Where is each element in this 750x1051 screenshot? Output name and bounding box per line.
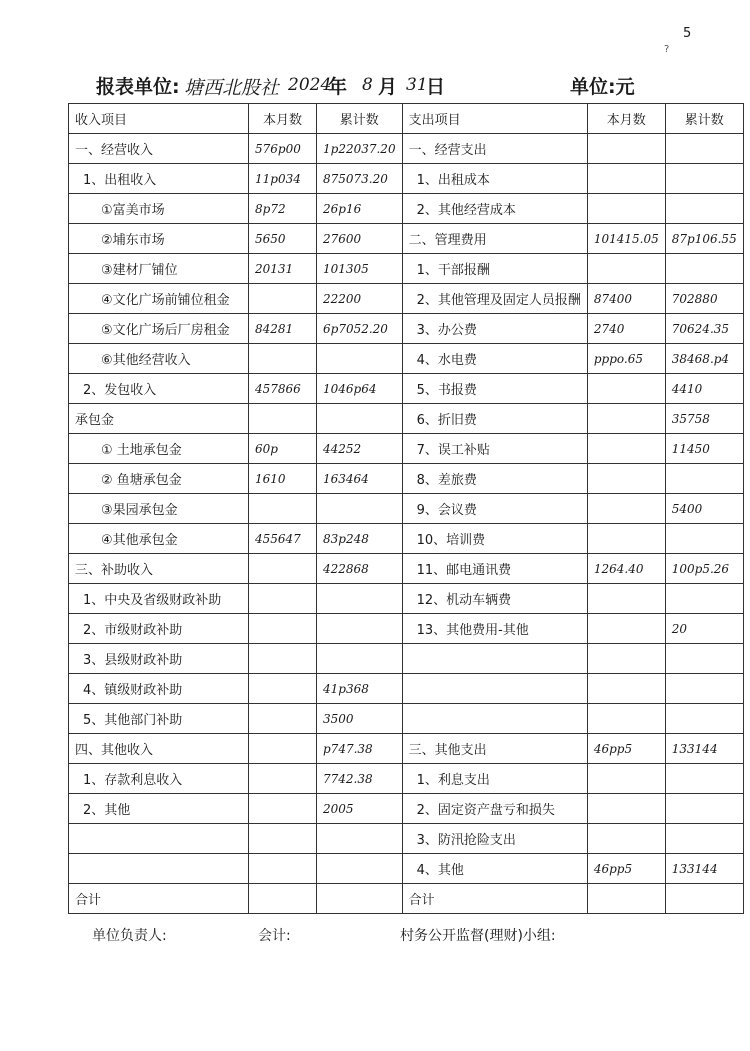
table-row	[69, 434, 744, 464]
income-cumulative-cell: 3500	[317, 704, 403, 734]
income-this-month-cell	[249, 614, 317, 644]
col-income-cumulative: 累计数	[317, 104, 403, 134]
table-row	[69, 644, 744, 674]
income-item-cell: ⑤文化广场后厂房租金	[69, 314, 249, 344]
expense-cumulative-cell	[665, 194, 743, 224]
expense-this-month-cell	[587, 824, 665, 854]
income-item-cell: 3、县级财政补助	[69, 644, 249, 674]
expense-cumulative-cell	[665, 794, 743, 824]
income-item-cell: ①富美市场	[69, 194, 249, 224]
report-unit-label: 报表单位:	[96, 76, 180, 98]
income-item-cell: 4、镇级财政补助	[69, 674, 249, 704]
expense-this-month-cell	[587, 404, 665, 434]
corner-mark: ?	[664, 44, 670, 55]
table-row	[69, 194, 744, 224]
expense-cumulative-cell: 70624.35	[665, 314, 743, 344]
expense-cumulative-cell	[665, 764, 743, 794]
report-day: 31	[406, 75, 428, 95]
report-header	[96, 72, 666, 102]
expense-this-month-cell	[587, 644, 665, 674]
income-item-cell: ②埔东市场	[69, 224, 249, 254]
table-row	[69, 824, 744, 854]
income-this-month-cell: 576p00	[249, 134, 317, 164]
expense-cumulative-cell: 11450	[665, 434, 743, 464]
expense-cumulative-cell: 87p106.55	[665, 224, 743, 254]
income-item-cell: ③建材厂铺位	[69, 254, 249, 284]
income-this-month-cell	[249, 554, 317, 584]
income-item-cell: ③果园承包金	[69, 494, 249, 524]
income-cumulative-cell: 2005	[317, 794, 403, 824]
expense-this-month-cell	[587, 494, 665, 524]
income-this-month-cell	[249, 794, 317, 824]
report-month: 8	[362, 75, 373, 95]
income-cumulative-cell	[317, 644, 403, 674]
income-item-cell: 一、经营收入	[69, 134, 249, 164]
income-item-cell	[69, 824, 249, 854]
table-row	[69, 404, 744, 434]
income-cumulative-cell: p747.38	[317, 734, 403, 764]
income-cumulative-cell: 83p248	[317, 524, 403, 554]
expense-item-cell: 3、办公费	[402, 314, 587, 344]
expense-this-month-cell	[587, 194, 665, 224]
expense-cumulative-cell	[665, 164, 743, 194]
expense-this-month-cell: 46pp5	[587, 734, 665, 764]
expense-item-cell: 2、其他管理及固定人员报酬	[402, 284, 587, 314]
expense-item-cell: 三、其他支出	[402, 734, 587, 764]
table-row	[69, 314, 744, 344]
table-row	[69, 464, 744, 494]
expense-cumulative-cell	[665, 644, 743, 674]
table-row	[69, 254, 744, 284]
table-row	[69, 284, 744, 314]
expense-item-cell: 10、培训费	[402, 524, 587, 554]
col-expense-this-month: 本月数	[587, 104, 665, 134]
expense-item-cell: 2、其他经营成本	[402, 194, 587, 224]
expense-item-cell: 2、固定资产盘亏和损失	[402, 794, 587, 824]
expense-this-month-cell	[587, 374, 665, 404]
expense-this-month-cell	[587, 434, 665, 464]
report-year: 2024	[288, 75, 332, 95]
table-header-row	[69, 104, 744, 134]
expense-item-cell: 5、书报费	[402, 374, 587, 404]
expense-cumulative-cell	[665, 524, 743, 554]
expense-cumulative-cell	[665, 134, 743, 164]
income-this-month-cell	[249, 764, 317, 794]
table-row	[69, 854, 744, 884]
income-this-month-cell: 455647	[249, 524, 317, 554]
income-this-month-cell: 457866	[249, 374, 317, 404]
expense-cumulative-cell: 20	[665, 614, 743, 644]
income-cumulative-cell: 875073.20	[317, 164, 403, 194]
income-cumulative-cell: 44252	[317, 434, 403, 464]
col-income-this-month: 本月数	[249, 104, 317, 134]
income-this-month-cell: 8p72	[249, 194, 317, 224]
expense-this-month-cell: 1264.40	[587, 554, 665, 584]
income-cumulative-cell: 163464	[317, 464, 403, 494]
income-cumulative-cell: 6p7052.20	[317, 314, 403, 344]
expense-item-cell: 8、差旅费	[402, 464, 587, 494]
expense-cumulative-cell: 4410	[665, 374, 743, 404]
table-row	[69, 164, 744, 194]
expense-cumulative-cell: 133144	[665, 734, 743, 764]
expense-item-cell	[402, 674, 587, 704]
income-this-month-cell	[249, 854, 317, 884]
income-this-month-cell	[249, 644, 317, 674]
income-cumulative-cell	[317, 854, 403, 884]
income-this-month-cell	[249, 344, 317, 374]
table-row	[69, 764, 744, 794]
day-char: 日	[426, 76, 446, 98]
expense-item-cell	[402, 704, 587, 734]
currency-unit: 单位:元	[570, 76, 635, 98]
income-item-cell: 合计	[69, 884, 249, 914]
income-this-month-cell: 60p	[249, 434, 317, 464]
table-row	[69, 884, 744, 914]
expense-item-cell: 11、邮电通讯费	[402, 554, 587, 584]
expense-cumulative-cell	[665, 674, 743, 704]
expense-item-cell: 二、管理费用	[402, 224, 587, 254]
income-cumulative-cell	[317, 344, 403, 374]
signature-footer	[0, 925, 750, 947]
expense-item-cell: 7、误工补贴	[402, 434, 587, 464]
income-this-month-cell: 11p034	[249, 164, 317, 194]
expense-this-month-cell: 101415.05	[587, 224, 665, 254]
expense-cumulative-cell	[665, 704, 743, 734]
income-cumulative-cell: 41p368	[317, 674, 403, 704]
col-expense-item: 支出项目	[402, 104, 587, 134]
income-item-cell: ④文化广场前铺位租金	[69, 284, 249, 314]
table-row	[69, 614, 744, 644]
table-row	[69, 794, 744, 824]
expense-this-month-cell	[587, 674, 665, 704]
income-this-month-cell: 5650	[249, 224, 317, 254]
table-row	[69, 554, 744, 584]
income-item-cell: 2、发包收入	[69, 374, 249, 404]
income-this-month-cell: 20131	[249, 254, 317, 284]
expense-item-cell: 4、其他	[402, 854, 587, 884]
income-cumulative-cell: 27600	[317, 224, 403, 254]
expense-this-month-cell	[587, 614, 665, 644]
expense-item-cell	[402, 644, 587, 674]
expense-this-month-cell: 87400	[587, 284, 665, 314]
income-this-month-cell: 84281	[249, 314, 317, 344]
expense-cumulative-cell: 38468.p4	[665, 344, 743, 374]
income-item-cell: ② 鱼塘承包金	[69, 464, 249, 494]
income-item-cell: 1、存款利息收入	[69, 764, 249, 794]
income-item-cell	[69, 854, 249, 884]
income-item-cell: 1、中央及省级财政补助	[69, 584, 249, 614]
page-number: 5	[683, 26, 692, 41]
expense-this-month-cell: 2740	[587, 314, 665, 344]
income-cumulative-cell	[317, 614, 403, 644]
table-row	[69, 374, 744, 404]
income-item-cell: 四、其他收入	[69, 734, 249, 764]
income-this-month-cell: 1610	[249, 464, 317, 494]
income-this-month-cell	[249, 584, 317, 614]
income-cumulative-cell: 7742.38	[317, 764, 403, 794]
expense-cumulative-cell	[665, 464, 743, 494]
table-row	[69, 344, 744, 374]
expense-item-cell: 3、防汛抢险支出	[402, 824, 587, 854]
expense-item-cell: 9、会议费	[402, 494, 587, 524]
income-this-month-cell	[249, 674, 317, 704]
expense-this-month-cell	[587, 164, 665, 194]
income-item-cell: ④其他承包金	[69, 524, 249, 554]
table-row	[69, 524, 744, 554]
income-cumulative-cell: 1p22037.20	[317, 134, 403, 164]
income-item-cell: 1、出租收入	[69, 164, 249, 194]
expense-cumulative-cell	[665, 824, 743, 854]
table-row	[69, 674, 744, 704]
income-item-cell: 5、其他部门补助	[69, 704, 249, 734]
ledger-table	[68, 103, 744, 914]
expense-item-cell: 6、折旧费	[402, 404, 587, 434]
income-this-month-cell	[249, 284, 317, 314]
income-this-month-cell	[249, 404, 317, 434]
income-this-month-cell	[249, 734, 317, 764]
year-char: 年	[328, 76, 348, 98]
expense-this-month-cell	[587, 704, 665, 734]
income-cumulative-cell: 22200	[317, 284, 403, 314]
expense-item-cell: 合计	[402, 884, 587, 914]
income-this-month-cell	[249, 884, 317, 914]
expense-cumulative-cell	[665, 254, 743, 284]
report-unit-name: 塘西北股社	[184, 77, 280, 99]
income-cumulative-cell	[317, 494, 403, 524]
expense-this-month-cell	[587, 464, 665, 494]
col-income-item: 收入项目	[69, 104, 249, 134]
expense-item-cell: 1、干部报酬	[402, 254, 587, 284]
expense-this-month-cell	[587, 794, 665, 824]
expense-this-month-cell	[587, 884, 665, 914]
income-cumulative-cell: 101305	[317, 254, 403, 284]
expense-cumulative-cell: 133144	[665, 854, 743, 884]
income-this-month-cell	[249, 494, 317, 524]
income-cumulative-cell	[317, 584, 403, 614]
expense-this-month-cell	[587, 524, 665, 554]
income-cumulative-cell	[317, 884, 403, 914]
expense-item-cell: 1、利息支出	[402, 764, 587, 794]
expense-item-cell: 13、其他费用-其他	[402, 614, 587, 644]
table-row	[69, 584, 744, 614]
income-cumulative-cell: 26p16	[317, 194, 403, 224]
expense-cumulative-cell: 5400	[665, 494, 743, 524]
expense-cumulative-cell	[665, 584, 743, 614]
month-char: 月	[378, 76, 398, 98]
income-cumulative-cell: 422868	[317, 554, 403, 584]
expense-cumulative-cell: 702880	[665, 284, 743, 314]
expense-this-month-cell: pppo.65	[587, 344, 665, 374]
income-cumulative-cell	[317, 404, 403, 434]
income-item-cell: 三、补助收入	[69, 554, 249, 584]
expense-this-month-cell	[587, 134, 665, 164]
income-this-month-cell	[249, 704, 317, 734]
col-expense-cumulative: 累计数	[665, 104, 743, 134]
income-item-cell: ① 土地承包金	[69, 434, 249, 464]
supervision-group-label: 村务公开监督(理财)小组:	[400, 928, 556, 944]
unit-head-label: 单位负责人:	[92, 928, 167, 944]
accountant-label: 会计:	[258, 928, 291, 944]
expense-cumulative-cell	[665, 884, 743, 914]
income-cumulative-cell	[317, 824, 403, 854]
expense-cumulative-cell: 35758	[665, 404, 743, 434]
table-row	[69, 734, 744, 764]
table-row	[69, 494, 744, 524]
income-cumulative-cell: 1046p64	[317, 374, 403, 404]
income-this-month-cell	[249, 824, 317, 854]
expense-cumulative-cell: 100p5.26	[665, 554, 743, 584]
expense-this-month-cell	[587, 584, 665, 614]
income-item-cell: ⑥其他经营收入	[69, 344, 249, 374]
income-item-cell: 2、市级财政补助	[69, 614, 249, 644]
income-item-cell: 承包金	[69, 404, 249, 434]
expense-item-cell: 一、经营支出	[402, 134, 587, 164]
table-row	[69, 704, 744, 734]
expense-item-cell: 4、水电费	[402, 344, 587, 374]
table-row	[69, 224, 744, 254]
income-item-cell: 2、其他	[69, 794, 249, 824]
expense-this-month-cell	[587, 254, 665, 284]
expense-this-month-cell: 46pp5	[587, 854, 665, 884]
table-row	[69, 134, 744, 164]
expense-item-cell: 12、机动车辆费	[402, 584, 587, 614]
expense-this-month-cell	[587, 764, 665, 794]
expense-item-cell: 1、出租成本	[402, 164, 587, 194]
